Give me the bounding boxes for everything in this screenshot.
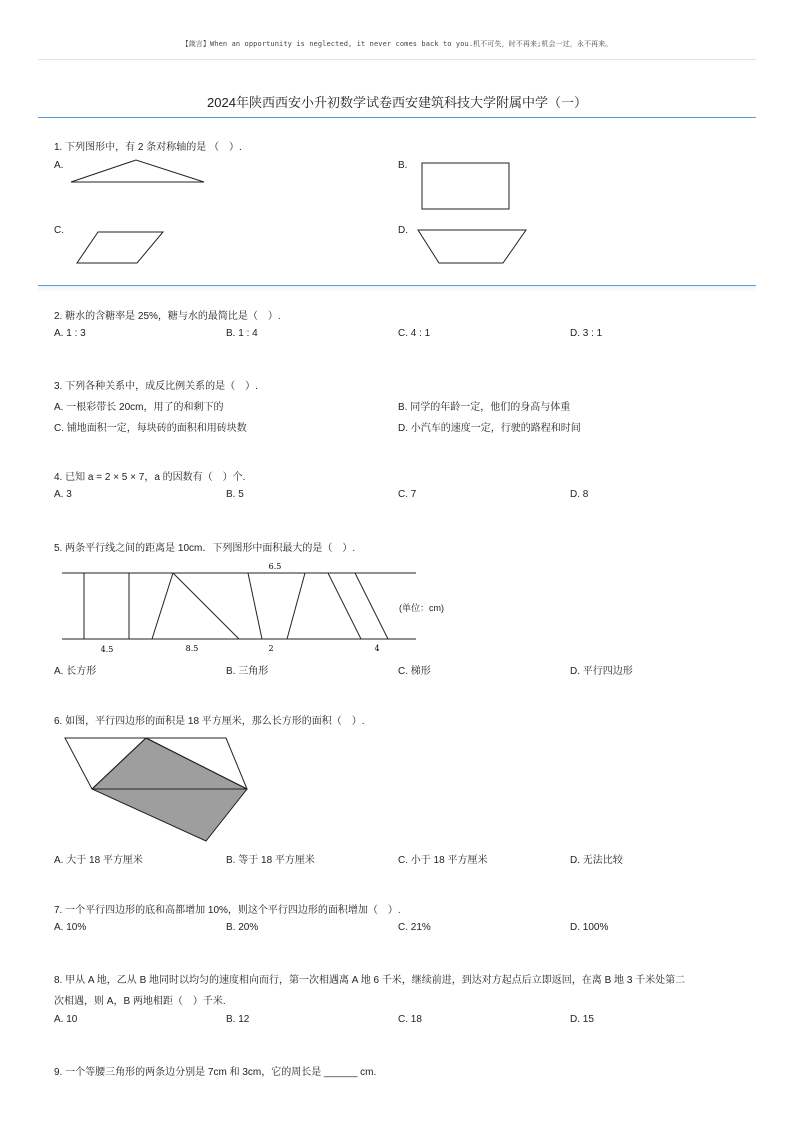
header-divider bbox=[38, 59, 756, 60]
q3-option-a[interactable]: A. 一根彩带长 20cm，用了的和剩下的 bbox=[54, 402, 224, 413]
q5-triangle-right bbox=[173, 573, 239, 639]
q2-option-b[interactable]: B. 1 : 4 bbox=[226, 328, 258, 339]
q5-parallelogram-left bbox=[328, 573, 361, 639]
q2-stem: 2. 糖水的含糖率是 25%，糖与水的最简比是（ ）. bbox=[54, 311, 281, 322]
q3-option-c[interactable]: C. 铺地面积一定，每块砖的面积和用砖块数 bbox=[54, 423, 247, 434]
q4-option-a[interactable]: A. 3 bbox=[54, 489, 72, 500]
q4-option-b[interactable]: B. 5 bbox=[226, 489, 244, 500]
q1-option-c[interactable]: C. bbox=[54, 225, 64, 236]
q5-option-d[interactable]: D. 平行四边形 bbox=[570, 666, 633, 677]
q5-trapezoid-left bbox=[248, 573, 262, 639]
q7-stem: 7. 一个平行四边形的底和高都增加 10%，则这个平行四边形的面积增加（ ）. bbox=[54, 905, 401, 916]
q5-triangle-left bbox=[152, 573, 173, 639]
q8-option-d[interactable]: D. 15 bbox=[570, 1014, 594, 1025]
q3-option-d[interactable]: D. 小汽车的速度一定，行驶的路程和时间 bbox=[398, 423, 581, 434]
q5-bottom-label-parallelogram: 4 bbox=[374, 644, 380, 653]
q9-stem: 9. 一个等腰三角形的两条边分别是 7cm 和 3cm，它的周长是 ______ cm. bbox=[54, 1067, 377, 1078]
page-title: 2024年陕西西安小升初数学试卷西安建筑科技大学附属中学（一） bbox=[207, 95, 587, 110]
q5-top-label: 6.5 bbox=[268, 562, 282, 571]
q4-stem: 4. 已知 a = 2 × 5 × 7，a 的因数有（ ）个. bbox=[54, 472, 246, 483]
q7-option-a[interactable]: A. 10% bbox=[54, 922, 87, 933]
q1-option-d[interactable]: D. bbox=[398, 225, 408, 236]
q3-option-b[interactable]: B. 同学的年龄一定，他们的身高与体重 bbox=[398, 402, 571, 413]
q6-option-d[interactable]: D. 无法比较 bbox=[570, 855, 623, 866]
title-underline bbox=[38, 117, 756, 118]
q1-triangle-figure bbox=[68, 158, 208, 186]
q5-unit-label: (单位：cm) bbox=[399, 603, 444, 613]
q2-option-c[interactable]: C. 4 : 1 bbox=[398, 328, 431, 339]
q1-option-a[interactable]: A. bbox=[54, 160, 64, 171]
q5-option-a[interactable]: A. 长方形 bbox=[54, 666, 97, 677]
q1-rectangle-figure bbox=[420, 161, 512, 213]
q6-stem: 6. 如图，平行四边形的面积是 18 平方厘米，那么长方形的面积（ ）. bbox=[54, 716, 365, 727]
section-divider-shade bbox=[38, 286, 756, 292]
q7-option-c[interactable]: C. 21% bbox=[398, 922, 431, 933]
q1-option-b[interactable]: B. bbox=[398, 160, 408, 171]
q8-option-b[interactable]: B. 12 bbox=[226, 1014, 250, 1025]
q5-stem: 5. 两条平行线之间的距离是 10cm．下列图形中面积最大的是（ ）. bbox=[54, 543, 356, 554]
q5-bottom-label-trapezoid: 2 bbox=[268, 644, 274, 653]
q6-option-a[interactable]: A. 大于 18 平方厘米 bbox=[54, 855, 143, 866]
q5-bottom-label-rectangle: 4.5 bbox=[100, 645, 114, 654]
q5-option-b[interactable]: B. 三角形 bbox=[226, 666, 269, 677]
q1-parallelogram-figure bbox=[74, 230, 166, 266]
q4-option-c[interactable]: C. 7 bbox=[398, 489, 417, 500]
q5-option-c[interactable]: C. 梯形 bbox=[398, 666, 431, 677]
q8-option-a[interactable]: A. 10 bbox=[54, 1014, 78, 1025]
q8-stem-line1: 8. 甲从 A 地，乙从 B 地同时以均匀的速度相向而行，第一次相遇离 A 地 6 千米，继续前进，到达对方起点后立即返回，在离 B 地 3 千米处第二 bbox=[54, 975, 686, 986]
q7-option-d[interactable]: D. 100% bbox=[570, 922, 609, 933]
q8-option-c[interactable]: C. 18 bbox=[398, 1014, 422, 1025]
q6-option-b[interactable]: B. 等于 18 平方厘米 bbox=[226, 855, 315, 866]
motto-banner: 【箴言】When an opportunity is neglected, it never comes back to you.机不可失，时不再来;机会一过，永不再来。 bbox=[181, 40, 613, 48]
q8-stem-line2: 次相遇，则 A，B 两地相距（ ）千米. bbox=[54, 996, 226, 1007]
q5-parallel-lines-figure bbox=[58, 558, 458, 656]
q2-option-d[interactable]: D. 3 : 1 bbox=[570, 328, 603, 339]
q7-option-b[interactable]: B. 20% bbox=[226, 922, 259, 933]
q5-trapezoid-right bbox=[287, 573, 305, 639]
q1-trapezoid-figure bbox=[416, 228, 528, 266]
q6-parallelogram-rectangle-figure bbox=[60, 733, 252, 845]
q2-option-a[interactable]: A. 1 : 3 bbox=[54, 328, 86, 339]
q3-stem: 3. 下列各种关系中，成反比例关系的是（ ）. bbox=[54, 381, 258, 392]
q5-parallelogram-right bbox=[355, 573, 388, 639]
q6-option-c[interactable]: C. 小于 18 平方厘米 bbox=[398, 855, 488, 866]
q5-bottom-label-triangle: 8.5 bbox=[185, 644, 199, 653]
q4-option-d[interactable]: D. 8 bbox=[570, 489, 589, 500]
q1-stem: 1. 下列图形中，有 2 条对称轴的是 （ ）. bbox=[54, 142, 242, 153]
